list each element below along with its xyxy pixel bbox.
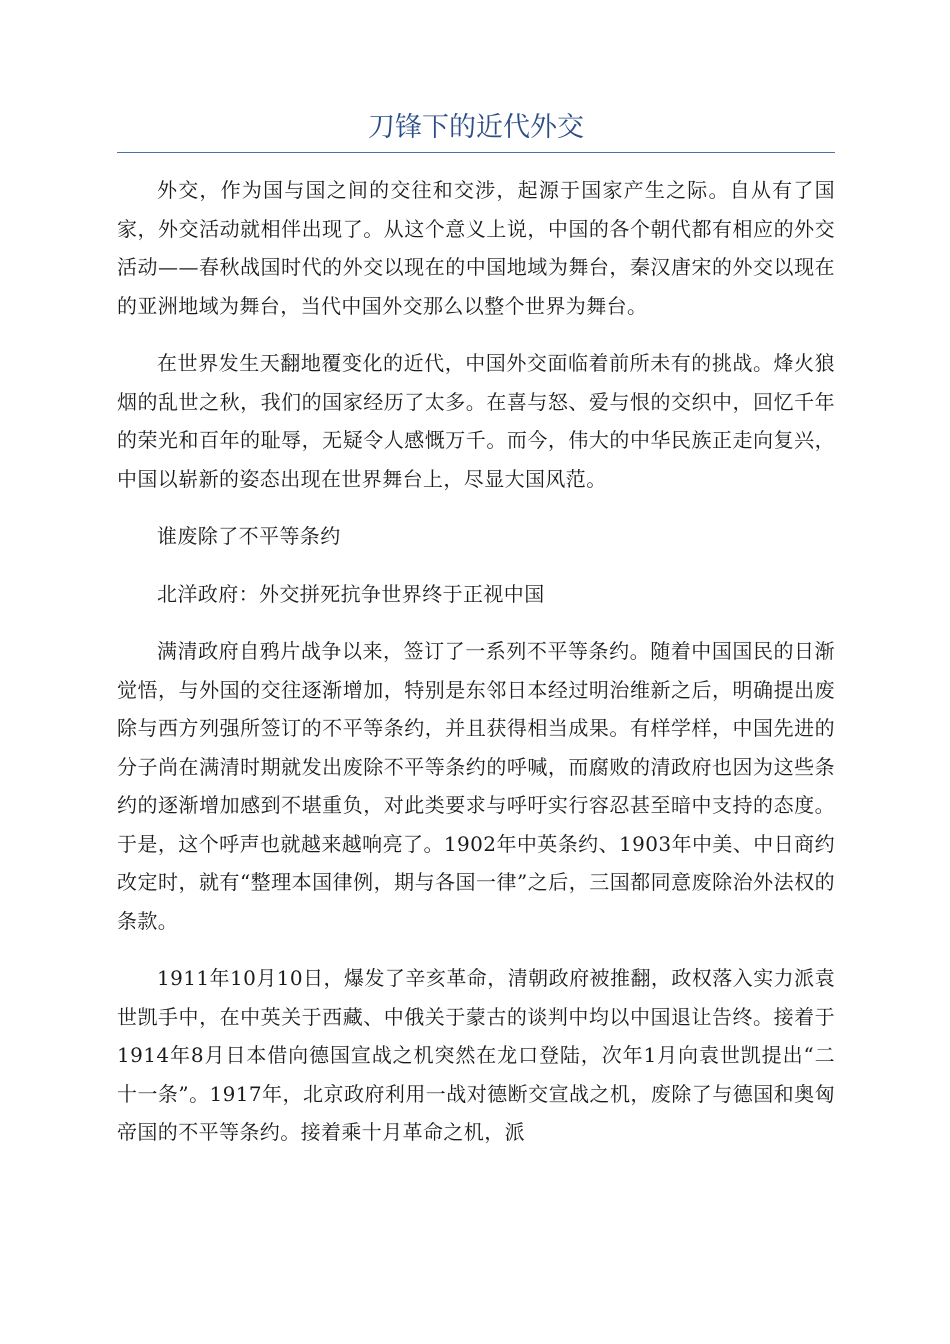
sub-heading: 北洋政府：外交拼死抗争世界终于正视中国 [157, 581, 545, 606]
intro-paragraph-1: 外交，作为国与国之间的交往和交涉，起源于国家产生之际。自从有了国家，外交活动就相伴出现了。从这个意义上说，中国的各个朝代都有相应的外交活动——春秋战国时代的外交以现在的中国地域为舞台，秦汉唐宋的外交以现在的亚洲地域为舞台，当代中国外交那么以整个世界为舞台。 [117, 178, 835, 318]
title-underline [117, 152, 835, 153]
body-paragraph-2: 1911年10月10日，爆发了辛亥革命，清朝政府被推翻，政权落入实力派袁世凯手中，在中英关于西藏、中俄关于蒙古的谈判中均以中国退让告终。接着于1914年8月日本借向德国宣战之机突然在龙口登陆，次年1月向袁世凯提出“二十一条”。1917年，北京政府利用一战对德断交宣战之机，废除了与德国和奥匈帝国的不平等条约。接着乘十月革命之机，派 [117, 966, 835, 1144]
document-title: 刀锋下的近代外交 [368, 112, 584, 143]
intro-paragraph-2: 在世界发生天翻地覆变化的近代，中国外交面临着前所未有的挑战。烽火狼烟的乱世之秋，我们的国家经历了太多。在喜与怒、爱与恨的交织中，回忆千年的荣光和百年的耻辱，无疑令人感慨万千。而今，伟大的中华民族正走向复兴，中国以崭新的姿态出现在世界舞台上，尽显大国风范。 [117, 351, 835, 491]
section-heading: 谁废除了不平等条约 [157, 524, 341, 548]
body-paragraph-1: 满清政府自鸦片战争以来，签订了一系列不平等条约。随着中国国民的日渐觉悟，与外国的交往逐渐增加，特别是东邻日本经过明治维新之后，明确提出废除与西方列强所签订的不平等条约，并且获得相当成果。有样学样，中国先进的分子尚在满清时期就发出废除不平等条约的呼喊，而腐败的清政府也因为这些条约的逐渐增加感到不堪重负，对此类要求与呼吁实行容忍甚至暗中支持的态度。于是，这个呼声也就越来越响亮了。1902年中英条约、1903年中美、中日商约改定时，就有“整理本国律例，期与各国一律”之后，三国都同意废除治外法权的条款。 [117, 639, 835, 933]
document-page [117, 108, 835, 1171]
